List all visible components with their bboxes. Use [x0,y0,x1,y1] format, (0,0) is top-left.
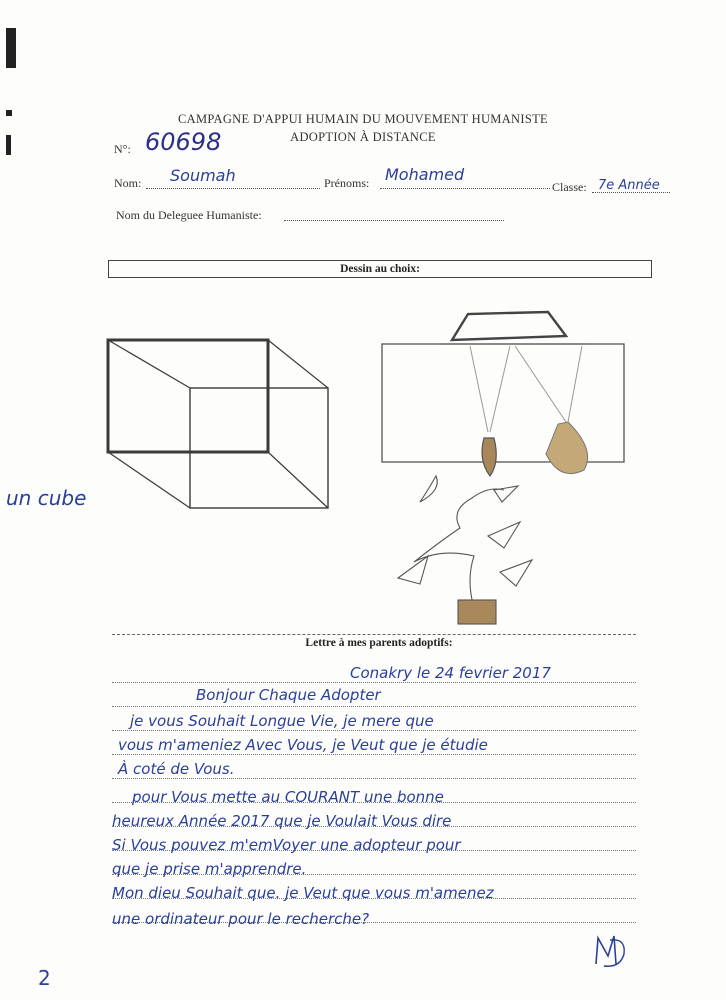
signature [586,928,632,976]
ruled-line [112,778,636,779]
classe-value: 7e Année [598,178,660,193]
header-subtitle: ADOPTION À DISTANCE [290,130,436,144]
cube-drawing [108,340,328,508]
plant-drawing [398,476,532,624]
ruled-line [112,682,636,683]
prenoms-value: Mohamed [385,165,465,184]
drawing-area [0,290,726,630]
delegue-dotted-line [284,220,504,221]
prenoms-dotted-line [380,188,550,189]
nom-dotted-line [146,188,320,189]
number-label: N°: [114,142,131,156]
ruled-line [112,706,636,707]
letter-line: Bonjour Chaque Adopter [196,686,381,704]
scan-artifact [6,28,16,68]
letter-line: heureux Année 2017 que je Voulait Vous dire [112,812,452,830]
number-value: 60698 [145,128,222,156]
ruled-line [112,754,636,755]
drawing-caption: un cube [6,486,87,510]
nom-label: Nom: [114,176,142,190]
header-title: CAMPAGNE D'APPUI HUMAIN DU MOUVEMENT HUMANISTE [178,112,548,126]
drawing-section-title: Dessin au choix: [108,260,652,278]
classe-label: Classe: [552,180,587,194]
letter-section-title: Lettre à mes parents adoptifs: [305,637,453,649]
ruled-line [112,730,636,731]
page-number: 2 [38,966,51,990]
letter-line: je vous Souhait Longue Vie, je mere que [130,712,434,730]
letter-line: Conakry le 24 fevrier 2017 [350,664,551,682]
letter-line: Si Vous pouvez m'emVoyer une adopteur pour [112,836,461,854]
prenoms-label: Prénoms: [324,176,370,190]
delegue-label: Nom du Deleguee Humaniste: [116,208,262,222]
letter-line: À coté de Vous. [118,760,235,778]
letter-line: vous m'ameniez Avec Vous, je Veut que je étudie [118,736,488,754]
letter-top-line [112,634,636,635]
lamps-drawing [382,312,624,476]
letter-line: pour Vous mette au COURANT une bonne [132,788,444,806]
nom-value: Soumah [170,166,236,185]
letter-line: une ordinateur pour le recherche? [112,910,370,928]
letter-line: que je prise m'apprendre. [112,860,307,878]
letter-line: Mon dieu Souhait que. je Veut que vous m'amenez [112,884,494,902]
